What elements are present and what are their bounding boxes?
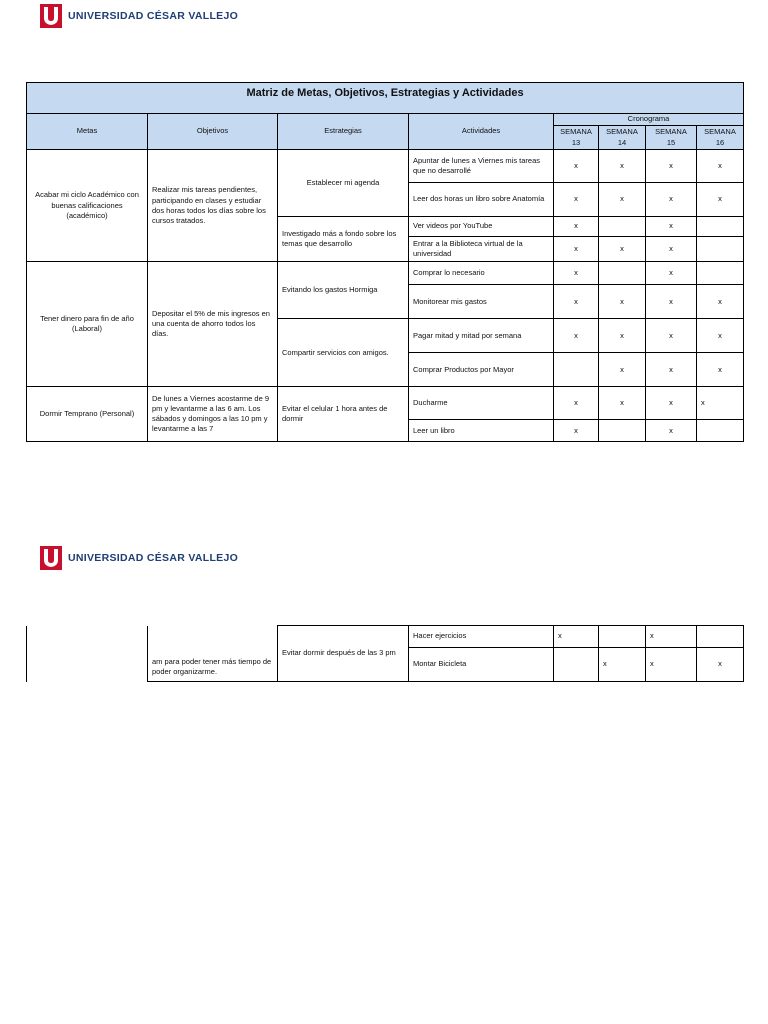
week-mark: x xyxy=(554,626,599,648)
week-mark: x xyxy=(554,285,599,319)
actividad-cell: Monitorear mis gastos xyxy=(409,285,554,319)
week-mark: x xyxy=(554,217,599,237)
week-mark xyxy=(599,626,646,648)
week-mark: x xyxy=(554,387,599,420)
actividad-cell: Leer dos horas un libro sobre Anatomía xyxy=(409,183,554,217)
week-mark: x xyxy=(697,648,744,682)
header-actividades: Actividades xyxy=(409,114,554,150)
meta-cell-continued xyxy=(27,626,148,682)
week-mark: x xyxy=(646,183,697,217)
week-mark: x xyxy=(697,285,744,319)
objetivo-cell: De lunes a Viernes acostarme de 9 pm y levantarme a las 6 am. Los sábados y domingos a las 10 pm y levantarme a las 7 xyxy=(148,387,278,442)
goals-matrix-table xyxy=(26,82,744,442)
matrix-title: Matriz de Metas, Objetivos, Estrategias y Actividades xyxy=(27,83,744,114)
week-mark: x xyxy=(554,183,599,217)
week-mark: x xyxy=(646,237,697,262)
table-row xyxy=(27,626,744,648)
week-mark: x xyxy=(697,150,744,183)
week-mark: x xyxy=(599,285,646,319)
week-mark: x xyxy=(599,150,646,183)
week-mark xyxy=(697,237,744,262)
meta-cell: Tener dinero para fin de año (Laboral) xyxy=(27,262,148,387)
table-row xyxy=(27,387,744,420)
week-mark: x xyxy=(646,420,697,442)
objetivo-cell: Realizar mis tareas pendientes, participando en clases y estudiar dos horas todos los días sobre los cursos tratados. xyxy=(148,150,278,262)
header-week: SEMANA 16 xyxy=(697,126,744,150)
week-mark: x xyxy=(646,285,697,319)
week-mark xyxy=(697,626,744,648)
week-mark: x xyxy=(646,262,697,285)
actividad-cell: Comprar lo necesario xyxy=(409,262,554,285)
week-mark: x xyxy=(599,353,646,387)
week-mark: x xyxy=(697,319,744,353)
week-mark xyxy=(599,217,646,237)
header-objetivos: Objetivos xyxy=(148,114,278,150)
meta-cell: Acabar mi ciclo Académico con buenas calificaciones (académico) xyxy=(27,150,148,262)
ucv-shield-icon xyxy=(40,546,62,570)
week-mark xyxy=(554,353,599,387)
week-mark xyxy=(697,420,744,442)
week-mark: x xyxy=(599,648,646,682)
estrategia-cell: Evitando los gastos Hormiga xyxy=(278,262,409,319)
actividad-cell: Pagar mitad y mitad por semana xyxy=(409,319,554,353)
actividad-cell: Montar Bicicleta xyxy=(409,648,554,682)
header-week: SEMANA 13 xyxy=(554,126,599,150)
week-mark xyxy=(697,217,744,237)
week-mark: x xyxy=(554,420,599,442)
week-mark: x xyxy=(599,387,646,420)
week-mark xyxy=(599,420,646,442)
goals-matrix-continuation xyxy=(26,625,744,682)
week-mark: x xyxy=(599,237,646,262)
actividad-cell: Ver videos por YouTube xyxy=(409,217,554,237)
week-mark: x xyxy=(697,183,744,217)
week-mark: x xyxy=(554,150,599,183)
header-cronograma: Cronograma xyxy=(554,114,744,126)
week-mark: x xyxy=(554,319,599,353)
university-logo xyxy=(40,4,238,28)
week-mark: x xyxy=(646,150,697,183)
week-mark: x xyxy=(554,237,599,262)
week-mark: x xyxy=(646,626,697,648)
week-mark: x xyxy=(599,183,646,217)
week-mark: x xyxy=(646,353,697,387)
university-logo xyxy=(40,546,238,570)
week-mark: x xyxy=(697,353,744,387)
estrategia-cell: Evitar dormir después de las 3 pm xyxy=(278,626,409,682)
header-estrategias: Estrategias xyxy=(278,114,409,150)
estrategia-cell: Evitar el celular 1 hora antes de dormir xyxy=(278,387,409,442)
ucv-shield-icon xyxy=(40,4,62,28)
week-mark xyxy=(554,648,599,682)
estrategia-cell: Compartir servicios con amigos. xyxy=(278,319,409,387)
week-mark: x xyxy=(646,319,697,353)
actividad-cell: Comprar Productos por Mayor xyxy=(409,353,554,387)
actividad-cell: Entrar a la Biblioteca virtual de la universidad xyxy=(409,237,554,262)
week-mark: x xyxy=(646,387,697,420)
week-mark: x xyxy=(554,262,599,285)
actividad-cell: Apuntar de lunes a Viernes mis tareas que no desarrollé xyxy=(409,150,554,183)
week-mark: x xyxy=(697,387,744,420)
actividad-cell: Ducharme xyxy=(409,387,554,420)
week-mark: x xyxy=(599,319,646,353)
header-week: SEMANA 14 xyxy=(599,126,646,150)
week-mark: x xyxy=(646,217,697,237)
actividad-cell: Leer un libro xyxy=(409,420,554,442)
meta-cell: Dormir Temprano (Personal) xyxy=(27,387,148,442)
university-name: UNIVERSIDAD CÉSAR VALLEJO xyxy=(68,10,239,22)
estrategia-cell: Investigado más a fondo sobre los temas que desarrollo xyxy=(278,217,409,262)
actividad-cell: Hacer ejercicios xyxy=(409,626,554,648)
university-name: UNIVERSIDAD CÉSAR VALLEJO xyxy=(68,552,239,564)
table-row xyxy=(27,150,744,183)
week-mark: x xyxy=(646,648,697,682)
week-mark xyxy=(599,262,646,285)
objetivo-cell: am para poder tener más tiempo de poder organizarme. xyxy=(148,626,278,682)
table-row xyxy=(27,262,744,285)
header-metas: Metas xyxy=(27,114,148,150)
estrategia-cell: Establecer mi agenda xyxy=(278,150,409,217)
week-mark xyxy=(697,262,744,285)
header-week: SEMANA 15 xyxy=(646,126,697,150)
objetivo-cell: Depositar el 5% de mis ingresos en una cuenta de ahorro todos los días. xyxy=(148,262,278,387)
